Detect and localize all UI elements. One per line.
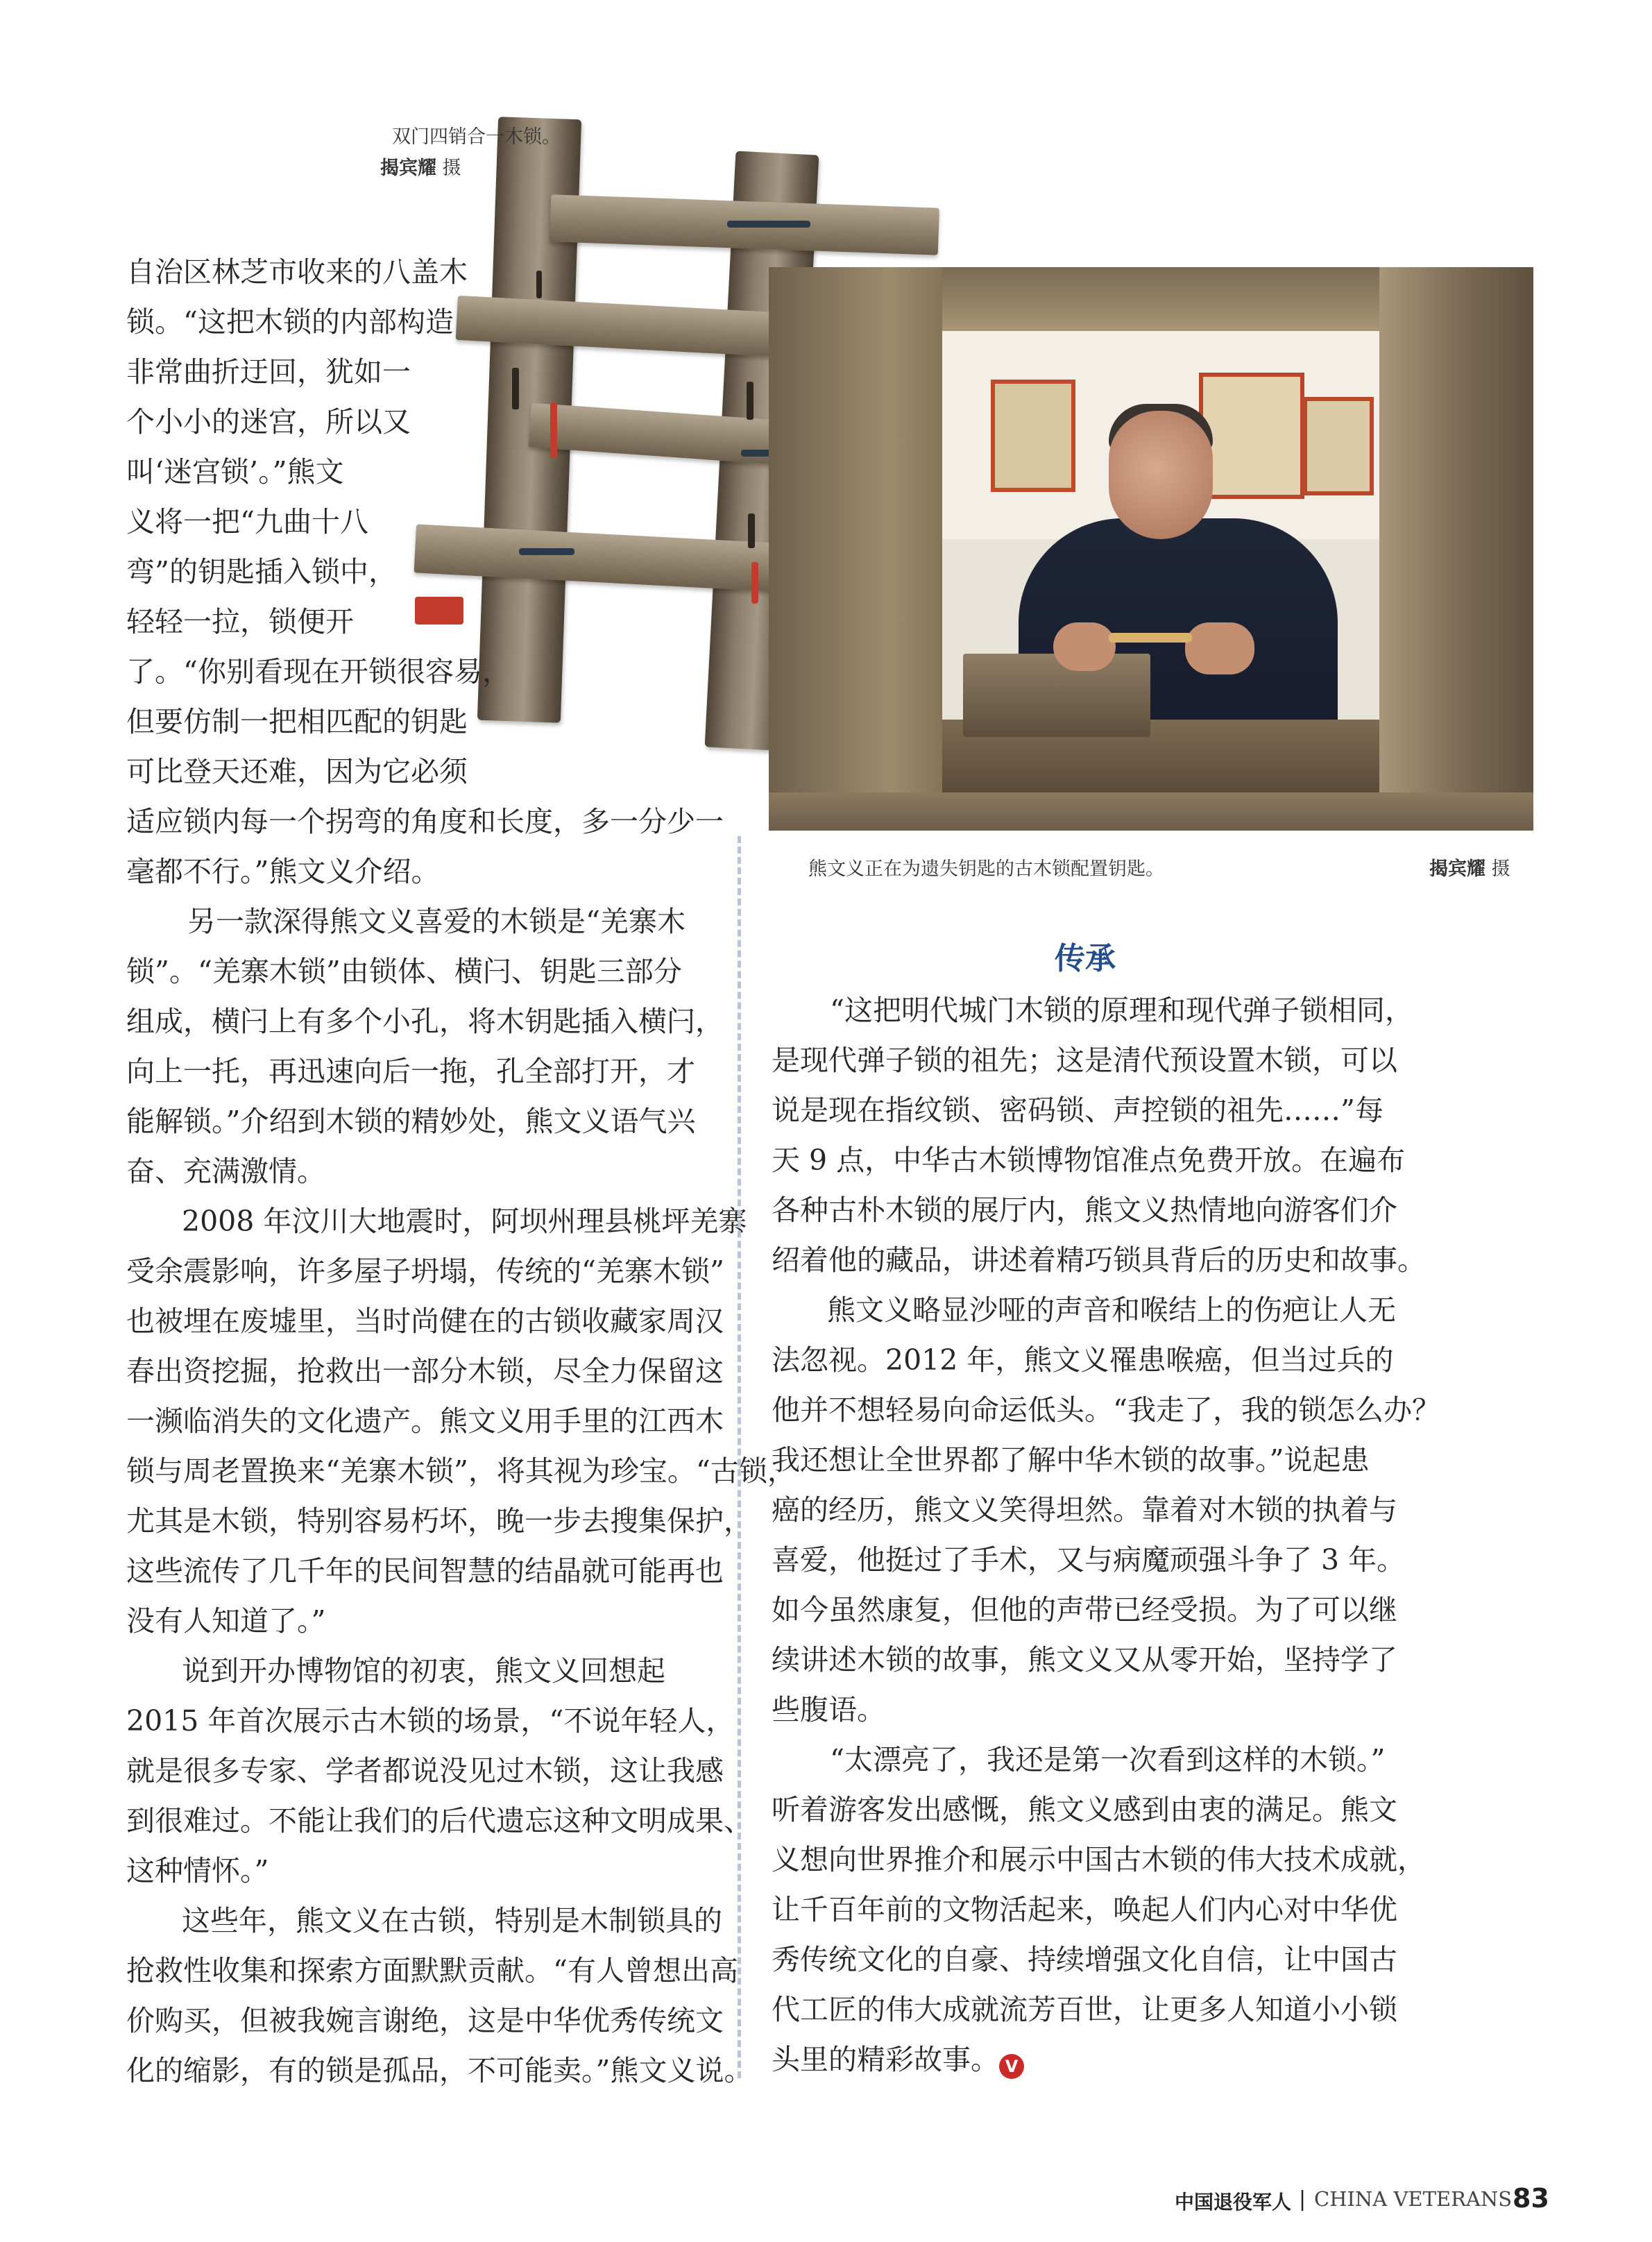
photo-credit [1429, 854, 1510, 881]
photo-caption: 熊文义正在为遗失钥匙的古木锁配置钥匙。 [808, 858, 1164, 880]
end-mark-icon: V [999, 2054, 1024, 2079]
photo-window-view [942, 331, 1379, 792]
body-line: 秀传统文化的自豪、持续增强文化自信，让中国古 [772, 1943, 1397, 1976]
body-line: 尤其是木锁，特别容易朽坏，晚一步去搜集保护， [126, 1504, 752, 1538]
body-line: 组成，横闩上有多个小孔，将木钥匙插入横闩， [126, 1005, 724, 1038]
body-line: 说是现在指纹锁、密码锁、声控锁的祖先……”每 [772, 1094, 1383, 1127]
body-line: 自治区林芝市收来的八盖木 [126, 255, 468, 289]
body-line: 锁。“这把木锁的内部构造 [126, 305, 454, 339]
body-line: 些腹语。 [772, 1693, 885, 1726]
column-divider [738, 836, 741, 2078]
body-line: 受余震影响，许多屋子坍塌，传统的“羌寨木锁” [126, 1255, 724, 1288]
body-line: “这把明代城门木锁的原理和现代弹子锁相同， [830, 994, 1413, 1027]
body-line: 义想向世界推介和展示中国古木锁的伟大技术成就， [772, 1843, 1426, 1876]
footer-divider: | [1299, 2187, 1306, 2211]
footer-magazine-name: 中国退役军人 [1175, 2191, 1292, 2214]
body-line: 能解锁。”介绍到木锁的精妙处，熊文义语气兴 [126, 1105, 696, 1138]
body-line: 让千百年前的文物活起来，唤起人们内心对中华优 [772, 1893, 1397, 1926]
lock-credit-suffix: 摄 [442, 158, 461, 179]
body-line: 头里的精彩故事。 [772, 2043, 999, 2076]
body-line: 适应锁内每一个拐弯的角度和长度，多一分少一 [126, 805, 724, 838]
body-line: 锁与周老置换来“羌寨木锁”，将其视为珍宝。“古锁， [126, 1454, 796, 1488]
body-line: 个小小的迷宫，所以又 [126, 405, 411, 439]
body-line: “太漂亮了，我还是第一次看到这样的木锁。” [830, 1743, 1386, 1776]
body-line: 到很难过。不能让我们的后代遗忘这种文明成果、 [126, 1804, 752, 1837]
body-line: 续讲述木锁的故事，熊文义又从零开始，坚持学了 [772, 1643, 1397, 1676]
body-line: 他并不想轻易向命运低头。“我走了，我的锁怎么办？ [772, 1393, 1440, 1427]
body-line: 绍着他的藏品，讲述着精巧锁具背后的历史和故事。 [772, 1243, 1426, 1277]
body-line: 喜爱，他挺过了手术，又与病魔顽强斗争了 3 年。 [772, 1543, 1406, 1577]
body-line: 这些流传了几千年的民间智慧的结晶就可能再也 [126, 1554, 724, 1588]
photo-credit-name: 揭宾耀 [1429, 858, 1485, 880]
body-line: 就是很多专家、学者都说没见过木锁，这让我感 [126, 1754, 724, 1787]
body-line: 锁”。“羌寨木锁”由锁体、横闩、钥匙三部分 [126, 955, 682, 988]
body-line: 向上一托，再迅速向后一拖，孔全部打开，才 [126, 1055, 695, 1088]
lock-image-caption: 双门四销合一木锁。 [392, 126, 561, 148]
body-line: 义将一把“九曲十八 [126, 505, 368, 538]
body-line: 各种古朴木锁的展厅内，熊文义热情地向游客们介 [772, 1194, 1397, 1227]
body-line: 天 9 点，中华古木锁博物馆准点免费开放。在遍布 [772, 1144, 1406, 1177]
body-line: 是现代弹子锁的祖先；这是清代预设置木锁，可以 [772, 1044, 1397, 1077]
body-line: 但要仿制一把相匹配的钥匙 [126, 705, 468, 738]
body-line: 一濒临消失的文化遗产。熊文义用手里的江西木 [126, 1404, 724, 1438]
body-line: 代工匠的伟大成就流芳百世，让更多人知道小小锁 [772, 1993, 1397, 2026]
body-line: 我还想让全世界都了解中华木锁的故事。”说起患 [772, 1443, 1370, 1477]
body-line: 法忽视。2012 年，熊文义罹患喉癌，但当过兵的 [772, 1343, 1394, 1377]
body-line: 非常曲折迂回，犹如一 [126, 355, 411, 389]
body-line: 轻轻一拉，锁便开 [126, 605, 354, 638]
body-line: 春出资挖掘，抢救出一部分木锁，尽全力保留这 [126, 1354, 724, 1388]
body-line: 癌的经历，熊文义笑得坦然。靠着对木锁的执着与 [772, 1493, 1397, 1527]
body-line: 毫都不行。”熊文义介绍。 [126, 855, 440, 888]
footer-magazine-english: CHINA VETERANS [1314, 2187, 1513, 2211]
body-line: 这些年，熊文义在古锁，特别是木制锁具的 [182, 1904, 722, 1937]
body-line: 也被埋在废墟里，当时尚健在的古锁收藏家周汉 [126, 1305, 724, 1338]
lock-credit-name: 揭宾耀 [380, 158, 436, 179]
body-line: 另一款深得熊文义喜爱的木锁是“羌寨木 [187, 905, 686, 938]
body-line: 2008 年汶川大地震时，阿坝州理县桃坪羌寨 [182, 1205, 747, 1238]
body-line: 弯”的钥匙插入锁中， [126, 555, 397, 588]
lock-image-credit [380, 153, 461, 180]
body-line: 了。“你别看现在开锁很容易， [126, 655, 511, 688]
body-line: 听着游客发出感慨，熊文义感到由衷的满足。熊文 [772, 1793, 1397, 1826]
body-line: 说到开办博物馆的初衷，熊文义回想起 [182, 1654, 665, 1688]
body-line: 如今虽然康复，但他的声带已经受损。为了可以继 [772, 1593, 1397, 1627]
photo-credit-suffix: 摄 [1491, 858, 1510, 880]
body-line: 抢救性收集和探索方面默默贡献。“有人曾想出高 [126, 1954, 738, 1987]
body-line: 价购买，但被我婉言谢绝，这是中华优秀传统文 [126, 2004, 724, 2037]
body-line: 奋、充满激情。 [126, 1155, 325, 1188]
body-line: 这种情怀。” [126, 1854, 269, 1887]
body-line: 熊文义略显沙哑的声音和喉结上的伤疤让人无 [827, 1293, 1396, 1327]
body-line: 2015 年首次展示古木锁的场景，“不说年轻人， [126, 1704, 735, 1738]
page-number: 83 [1513, 2183, 1549, 2214]
craftsman-photo [769, 267, 1533, 831]
body-line: 化的缩影，有的锁是孤品，不可能卖。”熊文义说。 [126, 2054, 753, 2087]
body-line: 可比登天还难，因为它必须 [126, 755, 468, 788]
body-line: 叫‘迷宫锁’。”熊文 [126, 455, 344, 489]
section-heading: 传承 [1055, 941, 1116, 976]
body-line: 没有人知道了。” [126, 1604, 326, 1638]
